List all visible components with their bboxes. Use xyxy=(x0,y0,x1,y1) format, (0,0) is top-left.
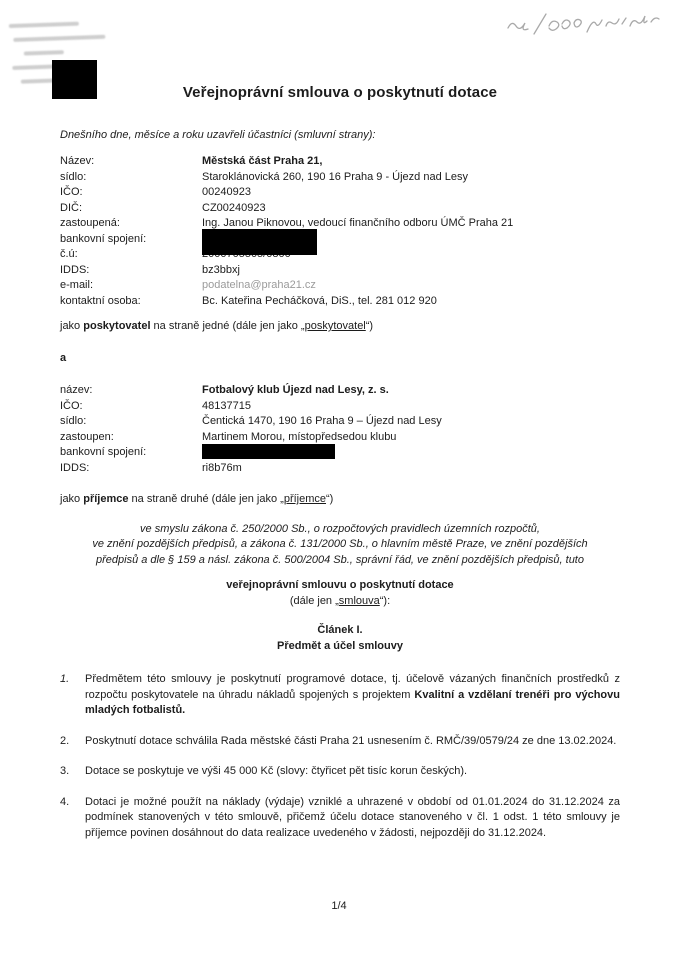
info-value xyxy=(202,430,620,446)
info-label: Název: xyxy=(60,155,95,167)
info-value-text: Městská část Praha 21, xyxy=(202,155,323,167)
info-label: bankovní spojení: xyxy=(60,446,147,458)
info-value-text: Fotbalový klub Újezd nad Lesy, z. s. xyxy=(202,384,389,396)
info-value-text: Staroklánovická 260, 190 16 Praha 9 - Újezd nad Lesy xyxy=(202,170,468,183)
text-segment: Kvalitní a vzdělaní trenéři pro výchovu mladých fotbalistů. xyxy=(85,688,620,716)
text-segment: jako xyxy=(60,493,84,505)
clause-item xyxy=(60,734,620,750)
info-row xyxy=(60,201,620,217)
clause-text xyxy=(85,672,620,719)
info-value xyxy=(202,278,620,294)
text-segment: poskytovatel xyxy=(83,320,151,332)
info-value-text: 00240923 xyxy=(202,186,251,198)
clause-number: 2. xyxy=(60,734,70,747)
recipient-role-line xyxy=(60,492,620,508)
info-value xyxy=(202,232,620,248)
info-row xyxy=(60,445,620,461)
info-value-text: ri8b76m xyxy=(202,461,242,474)
clause-number: 1. xyxy=(60,673,70,685)
text-segment: příjemce xyxy=(83,493,129,505)
info-value xyxy=(202,399,620,415)
clause-text xyxy=(85,734,620,750)
text-segment: Předmětem této smlouvy je poskytnutí programové dotace, tj. účelově vázaných finančních prostředků z rozpočtu poskytovatele na úhradu nákladů spojených s projektem xyxy=(85,673,620,701)
info-row xyxy=(60,247,620,263)
info-label: název: xyxy=(60,384,93,396)
info-row xyxy=(60,414,620,430)
info-value xyxy=(202,170,620,186)
document-title: Veřejnoprávní smlouva o poskytnutí dotace xyxy=(182,84,498,101)
contract-subtitle: veřejnoprávní smlouvu o poskytnutí dotace xyxy=(226,579,454,591)
info-row xyxy=(60,461,620,477)
info-label: DIČ: xyxy=(60,201,82,214)
clause-text xyxy=(85,795,620,842)
article-subheading: Předmět a účel smlouvy xyxy=(277,639,403,652)
text-segment: Dotace se poskytuje ve výši 45 000 Kč (slovy: čtyřicet pět tisíc korun českých). xyxy=(85,765,468,777)
provider-info-block xyxy=(60,154,620,309)
info-value-text: Čentická 1470, 190 16 Praha 9 – Újezd nad Lesy xyxy=(202,415,442,427)
info-value xyxy=(202,201,620,217)
clause-text xyxy=(85,764,620,780)
text-segment: příjemce xyxy=(283,493,327,505)
info-row xyxy=(60,232,620,248)
clause-item xyxy=(60,672,620,719)
text-segment: (dále jen „ xyxy=(289,594,339,607)
info-row xyxy=(60,430,620,446)
legal-clause xyxy=(60,522,620,569)
text-segment: poskytovatel xyxy=(304,320,366,332)
info-label: zastoupená: xyxy=(60,217,120,229)
info-value-text: 48137715 xyxy=(202,399,251,412)
article-heading: Článek I. xyxy=(317,624,363,636)
info-value xyxy=(202,154,620,170)
text-segment: na straně druhé (dále jen jako „ xyxy=(128,493,284,505)
info-row xyxy=(60,383,620,399)
clause-item xyxy=(60,764,620,780)
clause-number: 3. xyxy=(60,765,70,777)
contract-subtitle-alias xyxy=(60,594,620,610)
intro-line: Dnešního dne, měsíce a roku uzavřeli účastníci (smluvní strany): xyxy=(60,129,376,141)
text-segment: Dotaci je možné použít na náklady (výdaje) vzniklé a uhrazené v období od 01.01.2024 do 31.12.2024 za podmínek stanovených v této smlouvě, přičemž účelu dotace stanoveného v čl. 1 odst. 1 této smlouvy je příjemce povinen dosáhnout do data realizace uvedeného v žádosti, nejpozději do 31.12.2024. xyxy=(85,795,620,839)
info-label: IČO: xyxy=(60,399,83,412)
info-value xyxy=(202,414,620,430)
page-number: 1/4 xyxy=(331,900,347,912)
info-row xyxy=(60,170,620,186)
info-row xyxy=(60,278,620,294)
info-value xyxy=(202,445,620,461)
text-segment: Poskytnutí dotace schválila Rada městské části Praha 21 usnesením č. RMČ/39/0579/24 ze dne 13.02.2024. xyxy=(85,734,617,747)
info-label: sídlo: xyxy=(60,170,87,183)
info-label: sídlo: xyxy=(60,415,87,427)
text-segment: “): xyxy=(379,594,391,607)
text-segment: jako xyxy=(60,320,84,332)
info-value xyxy=(202,461,620,477)
info-row xyxy=(60,263,620,279)
info-value-text: podatelna@praha21.cz xyxy=(202,279,316,291)
info-value-text: CZ00240923 xyxy=(202,201,266,214)
info-label: kontaktní osoba: xyxy=(60,294,141,307)
info-row xyxy=(60,154,620,170)
info-label: IDDS: xyxy=(60,263,90,276)
recipient-info-block xyxy=(60,383,620,476)
redaction-box xyxy=(202,229,317,255)
legal-clause-line: ve smyslu zákona č. 250/2000 Sb., o rozpočtových pravidlech územních rozpočtů, xyxy=(140,522,540,535)
legal-clause-line: ve znění pozdějších předpisů, a zákona č. 131/2000 Sb., o hlavním městě Praze, ve znění pozdějších xyxy=(92,538,588,550)
clause-number: 4. xyxy=(60,795,70,808)
info-label: IČO: xyxy=(60,186,83,198)
info-label: zastoupen: xyxy=(60,430,114,443)
text-segment: smlouva xyxy=(338,594,380,607)
info-row xyxy=(60,294,620,310)
info-value xyxy=(202,383,620,399)
info-value-text: Martinem Morou, místopředsedou klubu xyxy=(202,430,397,443)
info-value xyxy=(202,294,620,310)
info-value xyxy=(202,263,620,279)
text-segment: “) xyxy=(326,493,334,505)
conjunction: a xyxy=(60,351,67,364)
provider-role-line xyxy=(60,319,620,335)
info-label: IDDS: xyxy=(60,461,90,474)
info-label: e-mail: xyxy=(60,279,94,291)
info-row xyxy=(60,216,620,232)
info-value xyxy=(202,185,620,201)
redaction-box xyxy=(202,444,335,459)
info-value-text: Bc. Kateřina Pecháčková, DiS., tel. 281 012 920 xyxy=(202,294,437,307)
info-value-text: bz3bbxj xyxy=(202,263,240,276)
info-label: č.ú: xyxy=(60,248,78,260)
text-segment: “) xyxy=(365,320,374,332)
info-row xyxy=(60,399,620,415)
info-value-text: Ing. Janou Piknovou, vedoucí finančního odboru ÚMČ Praha 21 xyxy=(202,217,514,229)
clause-list xyxy=(60,672,620,841)
legal-clause-line: předpisů a dle § 159 a násl. zákona č. 500/2004 Sb., správní řád, ve znění pozdějších předpisů, tuto xyxy=(96,553,584,566)
clause-item xyxy=(60,795,620,842)
text-segment: na straně jedné (dále jen jako „ xyxy=(150,320,305,332)
info-label: bankovní spojení: xyxy=(60,232,147,245)
info-row xyxy=(60,185,620,201)
